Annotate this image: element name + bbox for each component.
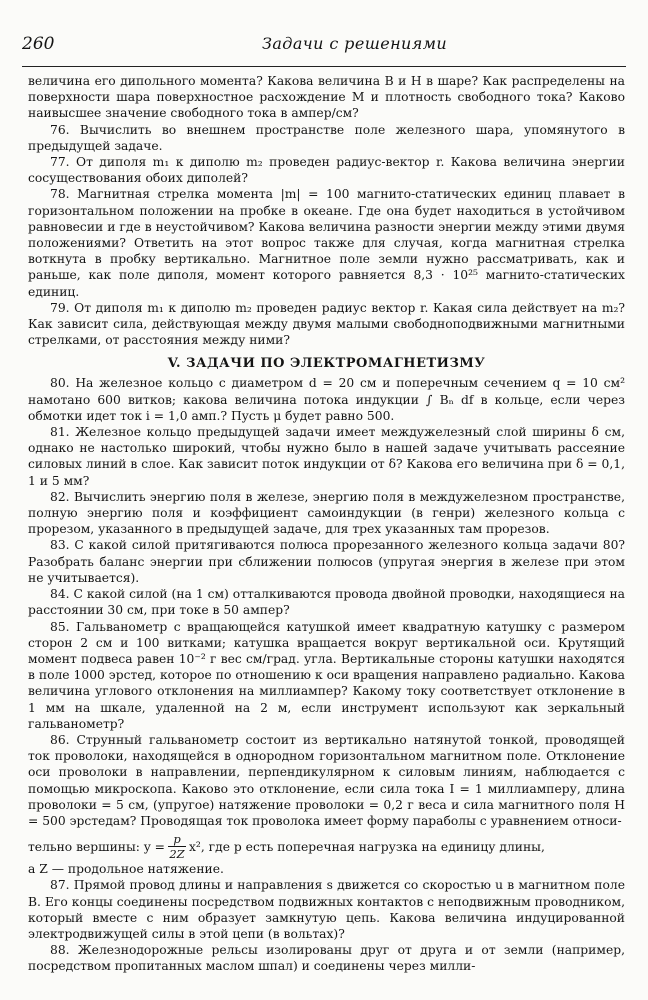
problem-82: 82. Вычислить энергию поля в железе, энергию поля в междужелезном пространстве, полную энергию поля и коэффициент самоиндукции (в генри) железного кольца с прорезом, указанного в предыдущей задаче, для трех указанных там прорезов. xyxy=(28,489,625,537)
problem-88: 88. Железнодорожные рельсы изолированы друг от друга и от земли (например, посредством пропитанных маслом шпал) и соединены через милли- xyxy=(28,943,625,974)
formula-lead: тельно вершины: y = xyxy=(28,839,165,854)
formula-numerator: p xyxy=(173,832,181,847)
problem-84: 84. С какой силой (на 1 см) отталкиваются провода двойной проводки, находящиеся на расстоянии 30 см, при токе в 50 ампер? xyxy=(28,587,625,618)
problem-86: 86. Струнный гальванометр состоит из вертикально натянутой тонкой, проводящей ток проволоки, находящейся в однородном горизонтальном магнитном поле. Отклонение оси проволоки в направлении, перпендикулярном к силовым линиям, наблюдается с помощью микроскопа. Каково это отклонение, если сила тока I = 1 миллиамперу, длина проволоки = 5 см, (упругое) натяжение проволоки = 0,2 г веса и сила магнитного поля H = 500 эрстедам? Проводящая ток проволока имеет форму параболы с уравнением относи- xyxy=(28,732,625,828)
page-number: 260 xyxy=(22,34,55,54)
paragraph-continuation: величина его дипольного момента? Какова величина B и H в шаре? Как распределены на поверхности шара поверхностное расхождение M и плотность свободного тока? Каково наивысшее значение свободного тока в ампер/см? xyxy=(28,74,625,121)
problem-77: 77. От диполя m₁ к диполю m₂ проведен радиус-вектор r. Какова величина энергии сосуществования обоих диполей? xyxy=(28,155,625,186)
problem-85: 85. Гальванометр с вращающейся катушкой имеет квадратную катушку с размером сторон 2 см и 100 витками; катушка вращается вокруг вертикальной оси. Крутящий момент подвеса равен 10⁻² г вес см/град. угла. Вертикальные стороны катушки находятся в поле 1000 эрстед, которое по отношению к оси вращения направлено радиально. Какова величина углового отклонения на миллиампер? Какому току соответствует отклонение в 1 мм на шкале, удаленной на 2 м, если инструмент используют как зеркальный гальванометр? xyxy=(28,619,625,731)
page-header xyxy=(22,34,626,58)
problem-80: 80. На железное кольцо с диаметром d = 20 см и поперечным сечением q = 10 см² намотано 600 витков; какова величина потока индукции ∫ Bₙ df в кольце, если через обмотки идет ток i = 1,0 амп.? Пусть μ будет равно 500. xyxy=(28,376,625,423)
formula-tail: x², где p есть поперечная нагрузка на единицу длины, xyxy=(189,839,545,854)
running-title: Задачи с решениями xyxy=(262,34,448,53)
parabola-formula xyxy=(28,833,625,860)
formula-denominator: 2Z xyxy=(169,847,185,862)
header-rule xyxy=(22,66,626,67)
formula-continuation: а Z — продольное натяжение. xyxy=(28,862,224,877)
problem-81: 81. Железное кольцо предыдущей задачи имеет междужелезный слой ширины δ см, однако не настолько широкий, чтобы нужно было в нашей задаче учитывать рассеяние силовых линий в слое. Как зависит поток индукции от δ? Какова его величина при δ = 0,1, 1 и 5 мм? xyxy=(28,425,625,488)
section-title: V. ЗАДАЧИ ПО ЭЛЕКТРОМАГНЕТИЗМУ xyxy=(167,356,486,372)
problem-78: 78. Магнитная стрелка момента |m| = 100 магнито-статических единиц плавает в горизонтальном положении на пробке в океане. Где она будет находиться в устойчивом равновесии и где в неустойчивом? Какова величина разности энергии между этими двумя положениями? Ответить на этот вопрос также для случая, когда магнитная стрелка воткнута в пробку вертикально. Магнитное поле земли нужно рассматривать, как и раньше, как поле диполя, момент которого равняется 8,3 · 10²⁵ магнито-статических единиц. xyxy=(28,187,625,299)
problem-79: 79. От диполя m₁ к диполю m₂ проведен радиус вектор r. Какая сила действует на m₂? Как зависит сила, действующая между двумя малыми свободноподвижными магнитными стрелками, от расстояния между ними? xyxy=(28,300,625,348)
formula-fraction xyxy=(168,833,186,860)
problem-76: 76. Вычислить во внешнем пространстве поле железного шара, упомянутого в предыдущей задаче. xyxy=(28,122,625,153)
problem-83: 83. С какой силой притягиваются полюса прорезанного железного кольца задачи 80? Разобрать баланс энергии при сближении полюсов (упругая энергия в железе при этом не учитывается). xyxy=(28,538,625,585)
body-text xyxy=(28,73,625,975)
problem-87: 87. Прямой провод длины и направления s движется со скоростью u в магнитном поле B. Его концы соединены посредством подвижных контактов с неподвижным проводником, который вместе с ним образует замкнутую цепь. Какова величина индуцированной электродвижущей силы в этой цепи (в вольтах)? xyxy=(28,878,625,941)
